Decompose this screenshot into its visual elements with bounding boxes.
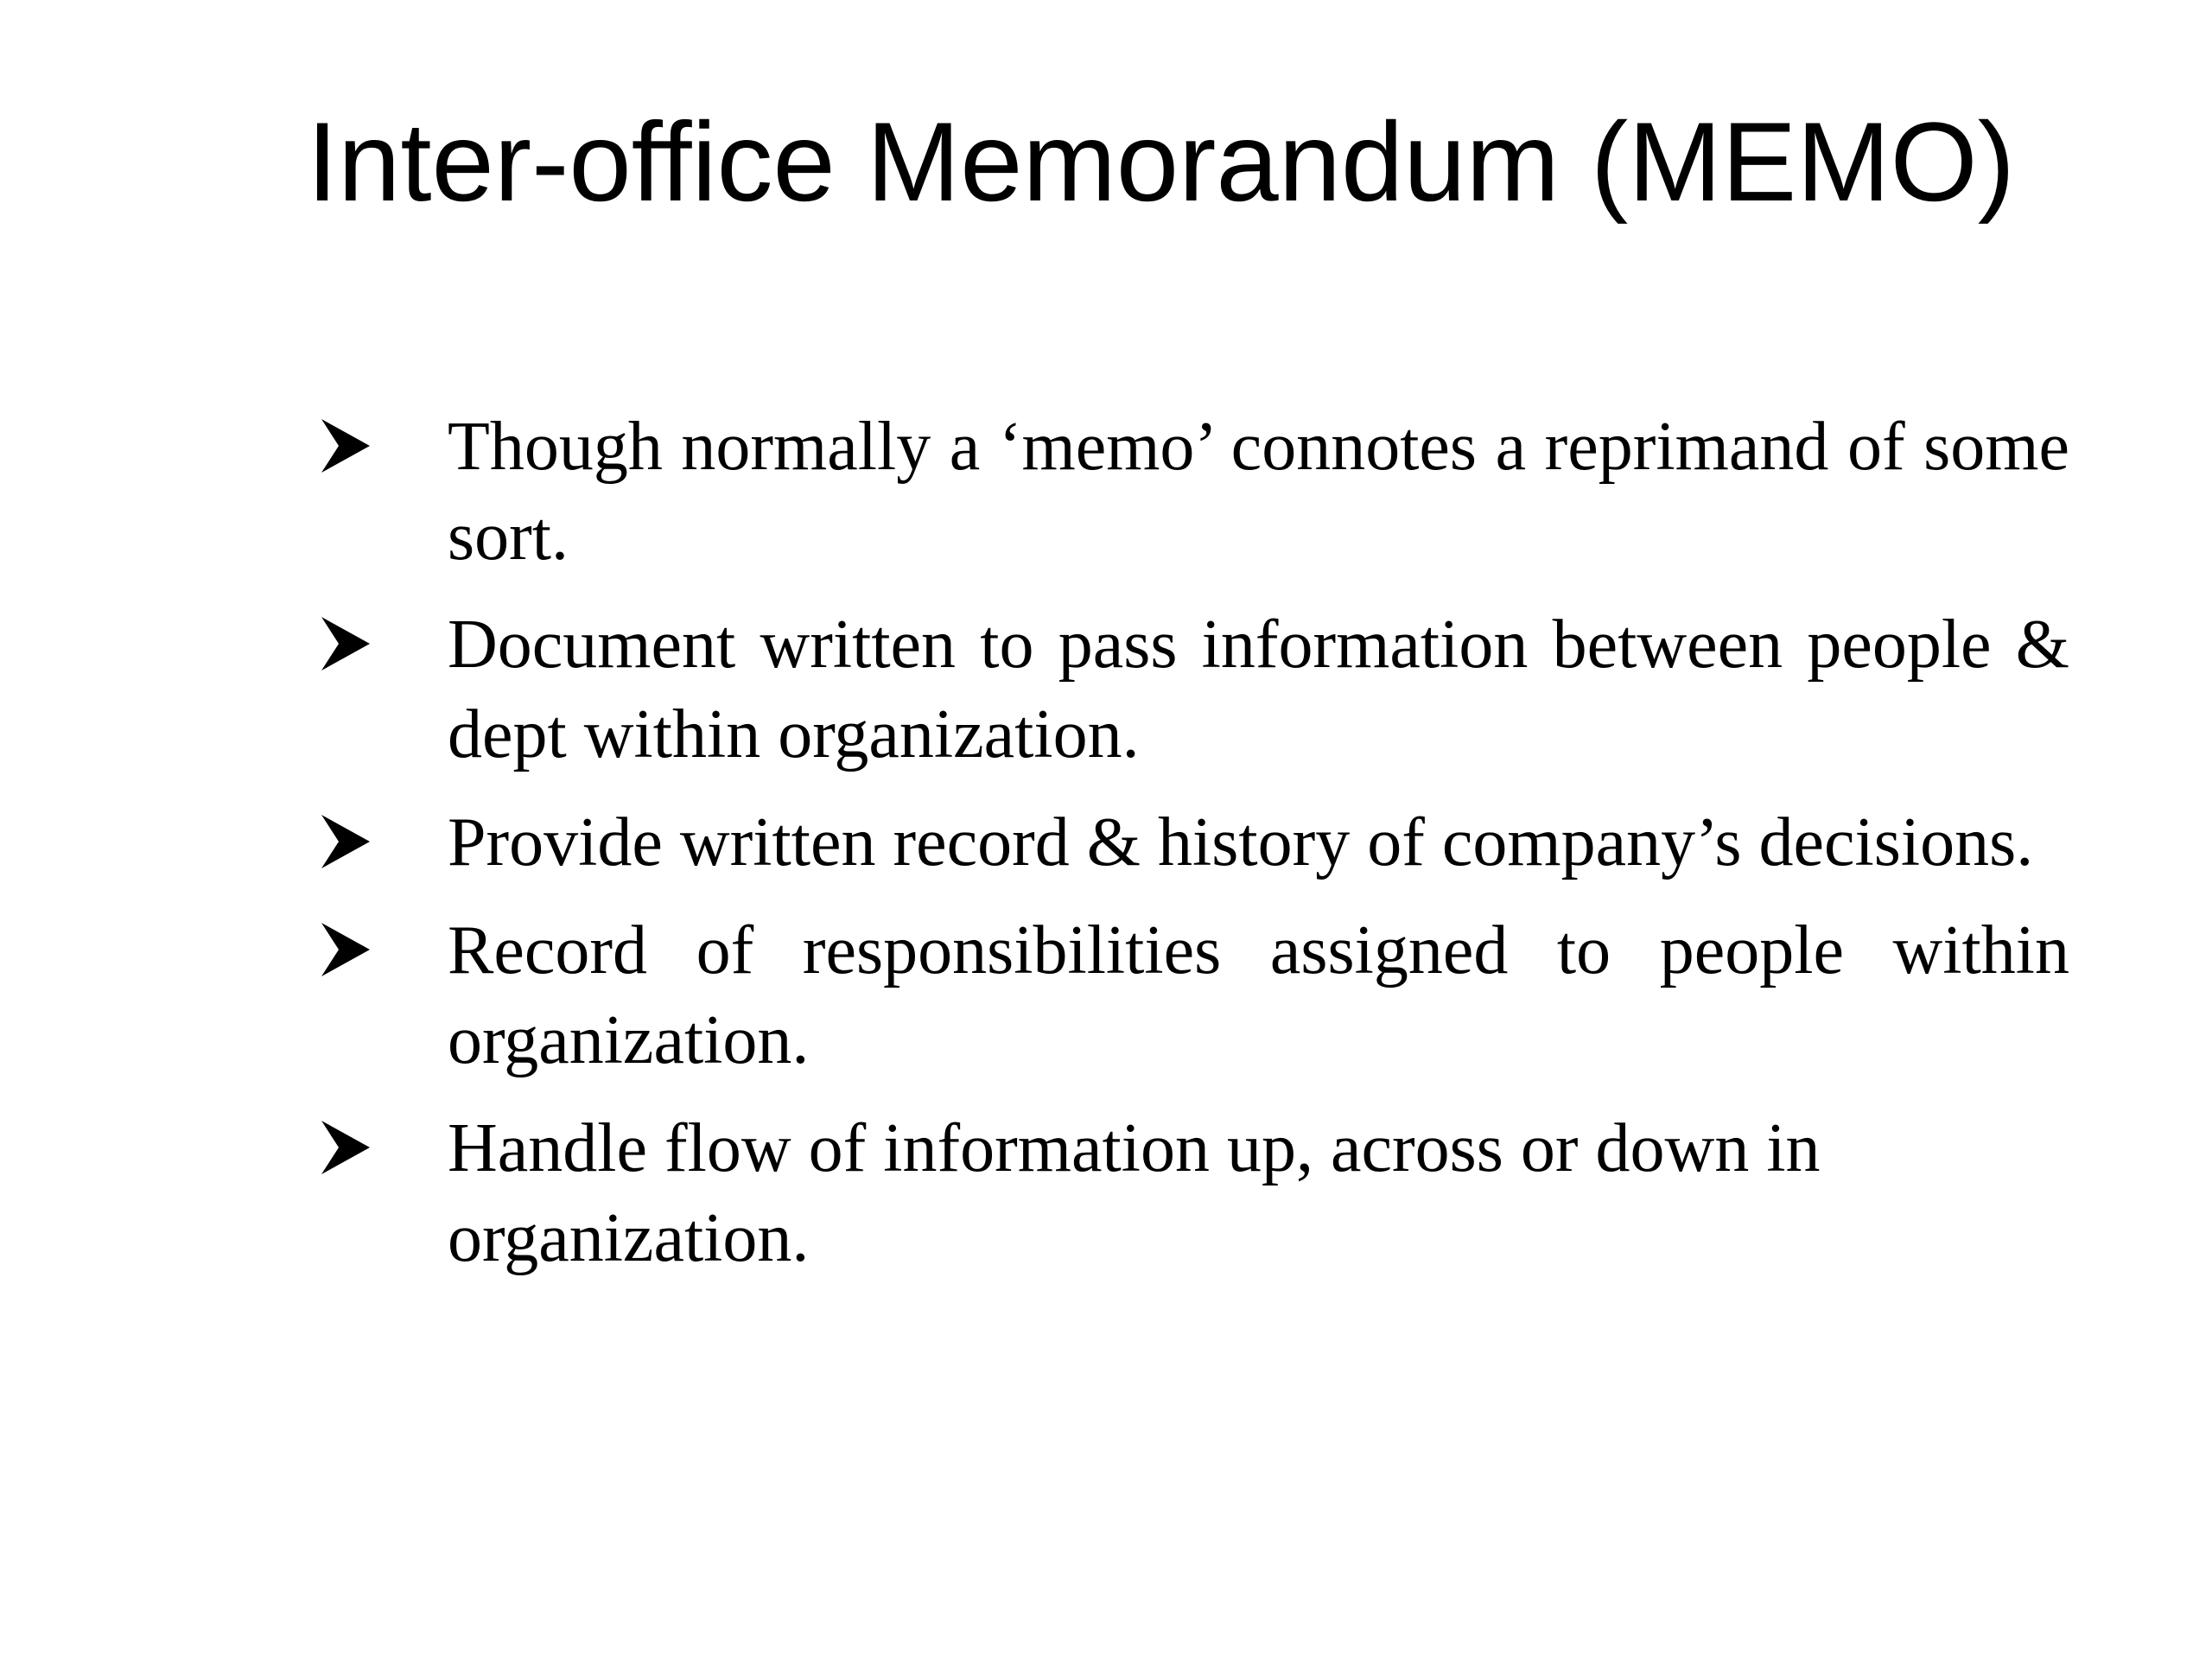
slide-title: Inter-office Memorandum (MEMO) — [307, 99, 2015, 225]
arrowhead-bullet-icon — [320, 921, 372, 978]
arrowhead-bullet-icon — [320, 615, 372, 672]
bullet-text: Though normally a ‘memo’ connotes a reprimand of some sort. — [448, 409, 2069, 575]
bullet-item — [320, 1103, 2069, 1283]
bullet-text: Record of responsibilities assigned to people within organization. — [448, 912, 2069, 1078]
bullet-item — [320, 906, 2069, 1085]
bullet-item — [320, 798, 2069, 887]
bullet-text: Provide written record & history of company’s decisions. — [448, 804, 2034, 880]
bullet-list — [320, 402, 2069, 1301]
bullet-text: Handle flow of information up, across or down in organization. — [448, 1110, 1821, 1276]
bullet-text: Document written to pass information between people & dept within organization. — [448, 607, 2069, 772]
arrowhead-bullet-icon — [320, 417, 372, 474]
arrowhead-bullet-icon — [320, 813, 372, 870]
arrowhead-bullet-icon — [320, 1119, 372, 1176]
bullet-item — [320, 600, 2069, 779]
bullet-item — [320, 402, 2069, 582]
